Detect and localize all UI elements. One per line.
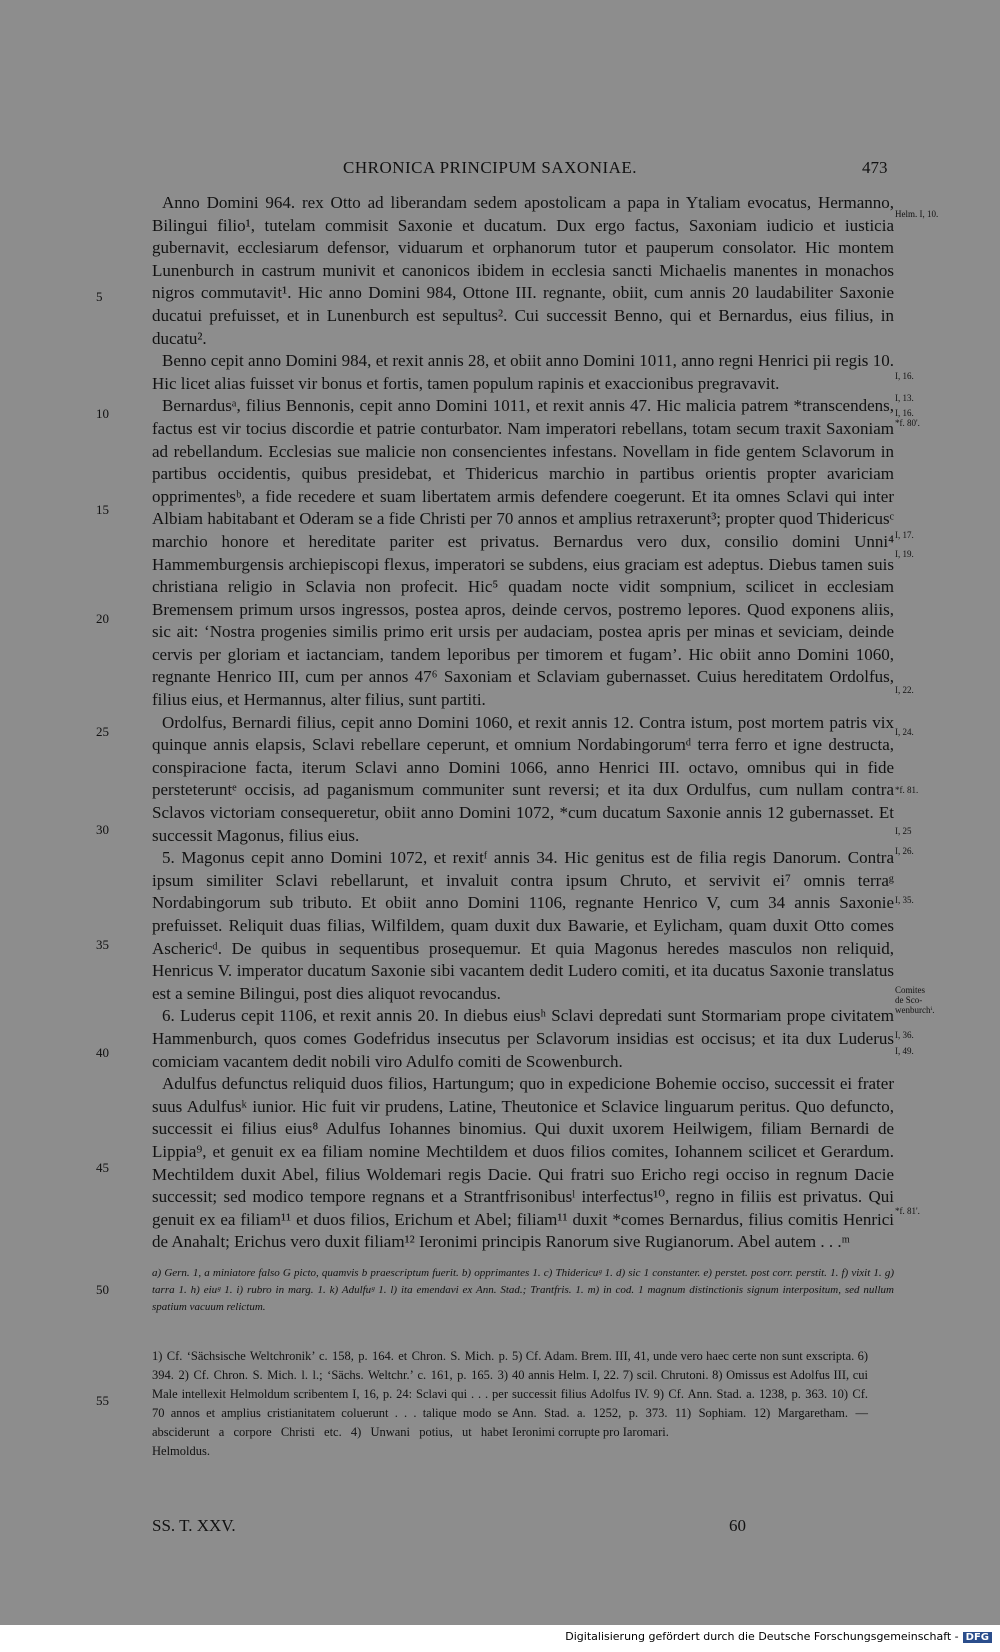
paragraph: Bernardusᵃ, filius Bennonis, cepit anno Domini 1011, et rexit annis 47. Hic malicia patrem *transcendens, factus est vir tocius discordie et patrie conturbator. Nam imperatori rebellans, totam secum traxit Saxoniam ad rebellandum. Ecclesias sue malicie non consencientes infestans. Novellam in fide gentem Sclavorum in partibus occidentis, quibus presidebat, et Thidericus marchio in partibus orientis propter avariciam opprimentesᵇ, a fide recedere et suam libertatem armis defendere coegerunt. Et ita omnes Sclavi qui inter Albiam habitabant et Oderam se a fide Christi per 70 annos et amplius retraxerunt³; propter quod Thidericusᶜ marchio honore et hereditate pariter est privatus. Bernardus vero dux, consilio domini Unni⁴ Hammemburgensis archiepiscopi flexus, imperatori se subdens, eius graciam est adeptus. Diebus tamen suis christiana religio in Sclavia non profecit. Hic⁵ quadam nocte vidit sompnium, scilicet in ecclesiam Bremensem primum ursos ingressos, postea apros, deinde cervos, postremo lepores. Quod exponens aliis, sic ait: ‘Nostra progenies similis primo erit ursis per audaciam, postea apris per minas et seviciam, deinde cervis per gloriam et iactanciam, tandem leporibus per timorem et fugam’. Hic obiit anno Domini 1060, regnante Henrico III, cum per annos 47⁶ Saxoniam et Sclaviam gubernasset. Cuius hereditatem Ordolfus, filius eius, et Hermannus, alter filius, sunt partiti.: [152, 396, 894, 710]
footnotes-right-column: [512, 1347, 868, 1442]
paragraph: 5. Magonus cepit anno Domini 1072, et rexitᶠ annis 34. Hic genitus est de filia regis Danorum. Contra ipsum similiter Sclavi rebellarunt, et invaluit contra ipsum Chruto, et servivit ei⁷ omnis terraᵍ Nordabingorum sub tributo. Et obiit anno Domini 1106, regnante Henrico V, cum 34 annis Saxonie prefuisset. Reliquit duas filias, Wilfildem, quam duxit dux Bawarie, et Eylicham, quam duxit Otto comes Aschericᵈ. De quibus in sequentibus prosequemur. Et quia Magonus heredes masculos non reliquid, Henricus V. imperator ducatum Saxonie sibi vacantem dedit Ludero comiti, et ita ducatus Saxonie translatus est a semine Bilingui, post dies aliquot revocandus.: [152, 848, 894, 1003]
sheet-number: 60: [729, 1516, 746, 1535]
footnote-text: 1) Cf. ‘Sächsische Weltchronik’ c. 158, p. 164. et Chron. S. Mich. p. 394. 2) Cf. Chron. S. Mich. l. l.; ‘Sächs. Weltchr.’ c. 161, p. 165. 3) Male intellexit Helmoldum scribentem I, 16, p. 24: Sclavi qui . . . per 70 annos et amplius cristianitatem coluerunt . . . talique modo se absciderunt a corpore Christi etc. 4) Unwani potius, ut habet Helmoldus.: [152, 1349, 508, 1458]
funding-note: [565, 1630, 992, 1643]
paragraph: Ordolfus, Bernardi filius, cepit anno Domini 1060, et rexit annis 12. Contra istum, post mortem patris vix quinque annis elapsis, Sclavi rebellare ceperunt, et omnium Nordabingorumᵈ terra ferro et igne destructa, conspiracione facta, iterum Sclavi anno Domini 1066, anno Henrici III. octavo, omnibus qui in fide persteteruntᵉ occisis, ad paganismum communiter sunt reversi; et ita dux Ordulfus, cum nullam contra Sclavos victoriam consequeretur, obiit anno Domini 1072, *cum ducatum Saxonie annis 12 gubernasset. Et successit Magonus, filius eius.: [152, 712, 894, 845]
margin-note: Helm. I, 10.: [895, 209, 939, 219]
volume-signature: SS. T. XXV.: [152, 1516, 236, 1535]
margin-note: I, 16.: [895, 371, 914, 381]
margin-note: I, 19.: [895, 549, 914, 559]
line-number: 40: [96, 1045, 109, 1060]
line-number: 20: [96, 611, 109, 626]
margin-note: I, 24.: [895, 727, 914, 737]
critical-apparatus: a) Gern. 1, a miniatore falso G picto, quamvis b praescriptum fuerit. b) opprimantes 1. c) Thidericuᵍ 1. d) sic 1 constanter. e) perstet. post corr. perstit. 1. f) vixit 1. g) tarra 1. h) eiuᵍ 1. i) rubro in marg. 1. k) Adulfuᵍ 1. l) ita emendavi ex Ann. Stad.; Trantfris. 1. m) in cod. 1 magnum distinctionis signum interpositum, sed nullum spatium vacuum relictum.: [152, 1267, 894, 1313]
line-number: 30: [96, 822, 109, 837]
line-number: 15: [96, 502, 109, 517]
paragraph: 6. Luderus cepit 1106, et rexit annis 20. In diebus eiusʰ Sclavi depredati sunt Stormariam prope civitatem Hammenburch, quos comes Godefridus insecutus per Sclavorum insidias est occisus; et ita dux Luderus comiciam vacantem dedit nobili viro Adulfo comiti de Scowenburch.: [152, 1006, 894, 1071]
margin-note: I, 36.: [895, 1030, 914, 1040]
margin-note: I, 22.: [895, 685, 914, 695]
running-title: CHRONICA PRINCIPUM SAXONIAE.: [343, 158, 638, 177]
paragraph: Adulfus defunctus reliquid duos filios, Hartungum; quo in expedicione Bohemie occiso, successit ei frater suus Adulfusᵏ iunior. Hic fuit vir prudens, Latine, Theutonice et Sclavice linguarum peritus. Quo defuncto, successit ei filius eius⁸ Adulfus Iohannes binomius. Qui duxit uxorem Heilwigem, filiam Bernardi de Lippia⁹, et genuit ex ea filiam nomine Mechtildem et duos filios comites, Iohannem scilicet et Gerardum. Mechtildem duxit Abel, filius Woldemari regis Dacie. Qui fratri suo Ericho regi occiso in regnum Dacie successit; sed modico tempore regnans et a Strantfrisonibusˡ interfectus¹⁰, regno in filiis est privatus. Qui genuit ex ea filiam¹¹ et duos filios, Erichum et Abel; filiam¹¹ duxit *comes Bernardus, filius comitis Henrici de Anahalt; Erichus vero duxit filiam¹² Ieronimi principis Ranorum sive Rugianorum. Abel autem . . .ᵐ: [152, 1074, 894, 1252]
line-number: 35: [96, 937, 109, 952]
paragraph: Benno cepit anno Domini 984, et rexit annis 28, et obiit anno Domini 1011, anno regni Henrici pii regis 10. Hic licet alias fuisset vir bonus et fortis, tamen populum rapinis et exaccionibus pregravavit.: [152, 351, 894, 393]
line-number: 50: [96, 1282, 109, 1297]
digitization-bar: [0, 1625, 1000, 1652]
line-number: 5: [96, 289, 103, 304]
line-number: 25: [96, 724, 109, 739]
dfg-logo-icon: DFG: [963, 1632, 992, 1643]
line-number: 55: [96, 1393, 109, 1408]
margin-note: I, 17.: [895, 530, 914, 540]
footnote-text: 5) Cf. Adam. Brem. III, 41, unde vero haec certe non sunt exscripta. 6) 40 annis Helm. I, 22. 7) scil. Chrutoni. 8) Omissus est Adolfus III, cui successit filius Adolfus IV. 9) Cf. Ann. Stad. a. 1238, p. 363. 10) Cf. Ann. Stad. a. 1252, p. 373. 11) Sophiam. 12) Margaretham. — Ieronimi corrupte pro Iaromari.: [512, 1349, 868, 1439]
margin-note: I, 13.: [895, 393, 914, 403]
line-number: 45: [96, 1160, 109, 1175]
margin-note: I, 26.: [895, 846, 914, 856]
funding-text: Digitalisierung gefördert durch die Deutsche Forschungsgemeinschaft -: [565, 1630, 959, 1643]
margin-note: *f. 81.: [895, 785, 919, 795]
line-number: 10: [96, 406, 109, 421]
page-number: 473: [862, 158, 888, 177]
main-text: [152, 192, 894, 1254]
margin-note: I, 35.: [895, 895, 914, 905]
running-header: [0, 158, 1000, 186]
margin-note: I, 49.: [895, 1046, 914, 1056]
margin-note: I, 25: [895, 826, 912, 836]
margin-note: I, 16. *f. 80'.: [895, 408, 920, 428]
margin-note: *f. 81'.: [895, 1206, 920, 1216]
paragraph: Anno Domini 964. rex Otto ad liberandam sedem apostolicam a papa in Ytaliam evocatus, Hermanno, Bilingui filio¹, tutelam commisit Saxonie et ducatum. Dux ergo factus, Saxoniam iudicio et iusticia gubernavit, ecclesiarum defensor, viduarum et orphanorum tutor et pauperum consolator. Hic montem Lunenburch in castrum munivit et canonicos ibidem in ecclesia sancti Michaelis manentes in monachos nigros commutavit¹. Hic anno Domini 984, Ottone III. regnante, obiit, cum annis 20 laudabiliter Saxonie ducatui prefuisset, et in Lunenburch est sepultus². Cui successit Benno, qui et Bernardus, eius filius, in ducatu².: [152, 193, 894, 348]
footnotes-left-column: [152, 1347, 508, 1461]
margin-note: Comites de Sco- wenburchⁱ.: [895, 985, 935, 1015]
